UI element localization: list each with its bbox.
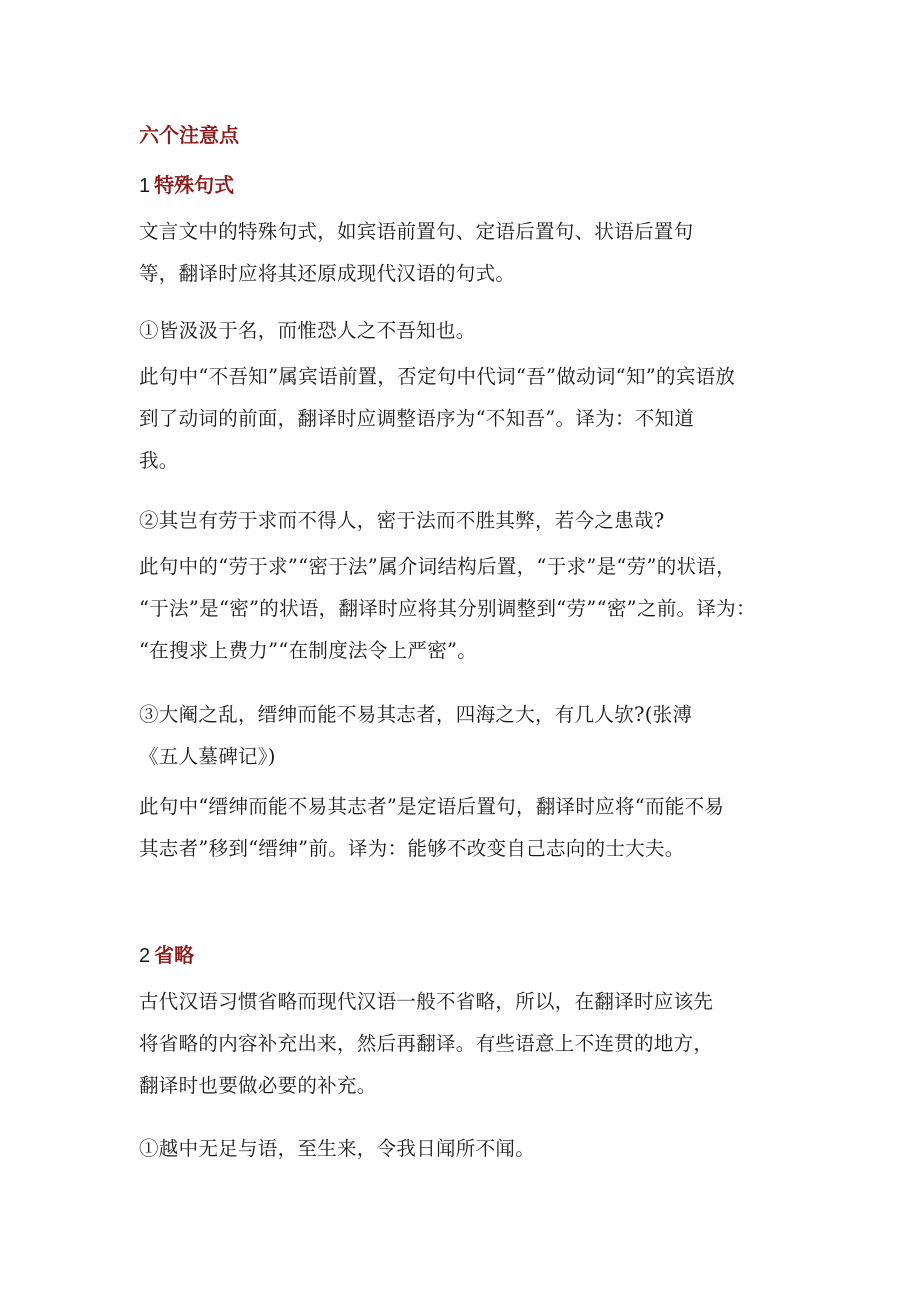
text-line: 翻译时也要做必要的补充。 (139, 1074, 377, 1097)
document-title (139, 121, 239, 149)
section-1-example-1-note (139, 356, 779, 482)
text-line: ②其岂有劳于求而不得人，密于法而不胜其弊，若今之患哉? (139, 509, 665, 532)
text-line: 古代汉语习惯省略而现代汉语一般不省略，所以，在翻译时应该先 (139, 990, 714, 1013)
section-2-heading (139, 941, 194, 970)
text-line: 此句中的“劳于求”“密于法”属介词结构后置，“于求”是“劳”的状语， (139, 555, 736, 578)
text-line: 我。 (139, 449, 179, 472)
text-line: ③大阉之乱，缙绅而能不易其志者，四海之大，有几人欤?(张溥 (139, 703, 693, 726)
text-line: 其志者”移到“缙绅”前。译为：能够不改变自己志向的士大夫。 (139, 837, 685, 860)
section-1-example-2-note (139, 546, 779, 672)
text-line: ①越中无足与语，至生来，令我日闻所不闻。 (139, 1137, 536, 1160)
section-2-example-1 (139, 1128, 779, 1170)
section-2-intro (139, 981, 779, 1107)
section-1-example-1 (139, 310, 779, 352)
text-line: 此句中“不吾知”属宾语前置，否定句中代词“吾”做动词“知”的宾语放 (139, 365, 736, 388)
section-1-example-2 (139, 500, 779, 542)
text-line: 文言文中的特殊句式，如宾语前置句、定语后置句、状语后置句 (139, 220, 694, 243)
section-1-intro (139, 211, 779, 295)
text-line: 将省略的内容补充出来，然后再翻译。有些语意上不连贯的地方， (139, 1032, 714, 1055)
text-line: “于法”是“密”的状语，翻译时应将其分别调整到“劳”“密”之前。译为： (139, 597, 756, 620)
section-1-number: 1 (139, 175, 151, 197)
text-line: 等，翻译时应将其还原成现代汉语的句式。 (139, 262, 516, 285)
section-2-heading-text: 省略 (154, 943, 195, 967)
section-1-heading-text: 特殊句式 (154, 173, 235, 197)
text-line: 此句中“缙绅而能不易其志者”是定语后置句，翻译时应将“而能不易 (139, 795, 725, 818)
text-line: 《五人墓碑记》) (139, 745, 276, 768)
section-1-example-3 (139, 694, 779, 778)
text-line: ①皆汲汲于名，而惟恐人之不吾知也。 (139, 319, 476, 342)
section-1-heading (139, 171, 234, 200)
title-text: 六个注意点 (139, 123, 239, 147)
section-1-example-3-note (139, 786, 779, 870)
section-2-number: 2 (139, 945, 151, 967)
text-line: 到了动词的前面，翻译时应调整语序为“不知吾”。译为：不知道 (139, 407, 695, 430)
text-line: “在搜求上费力”“在制度法令上严密”。 (139, 639, 478, 662)
